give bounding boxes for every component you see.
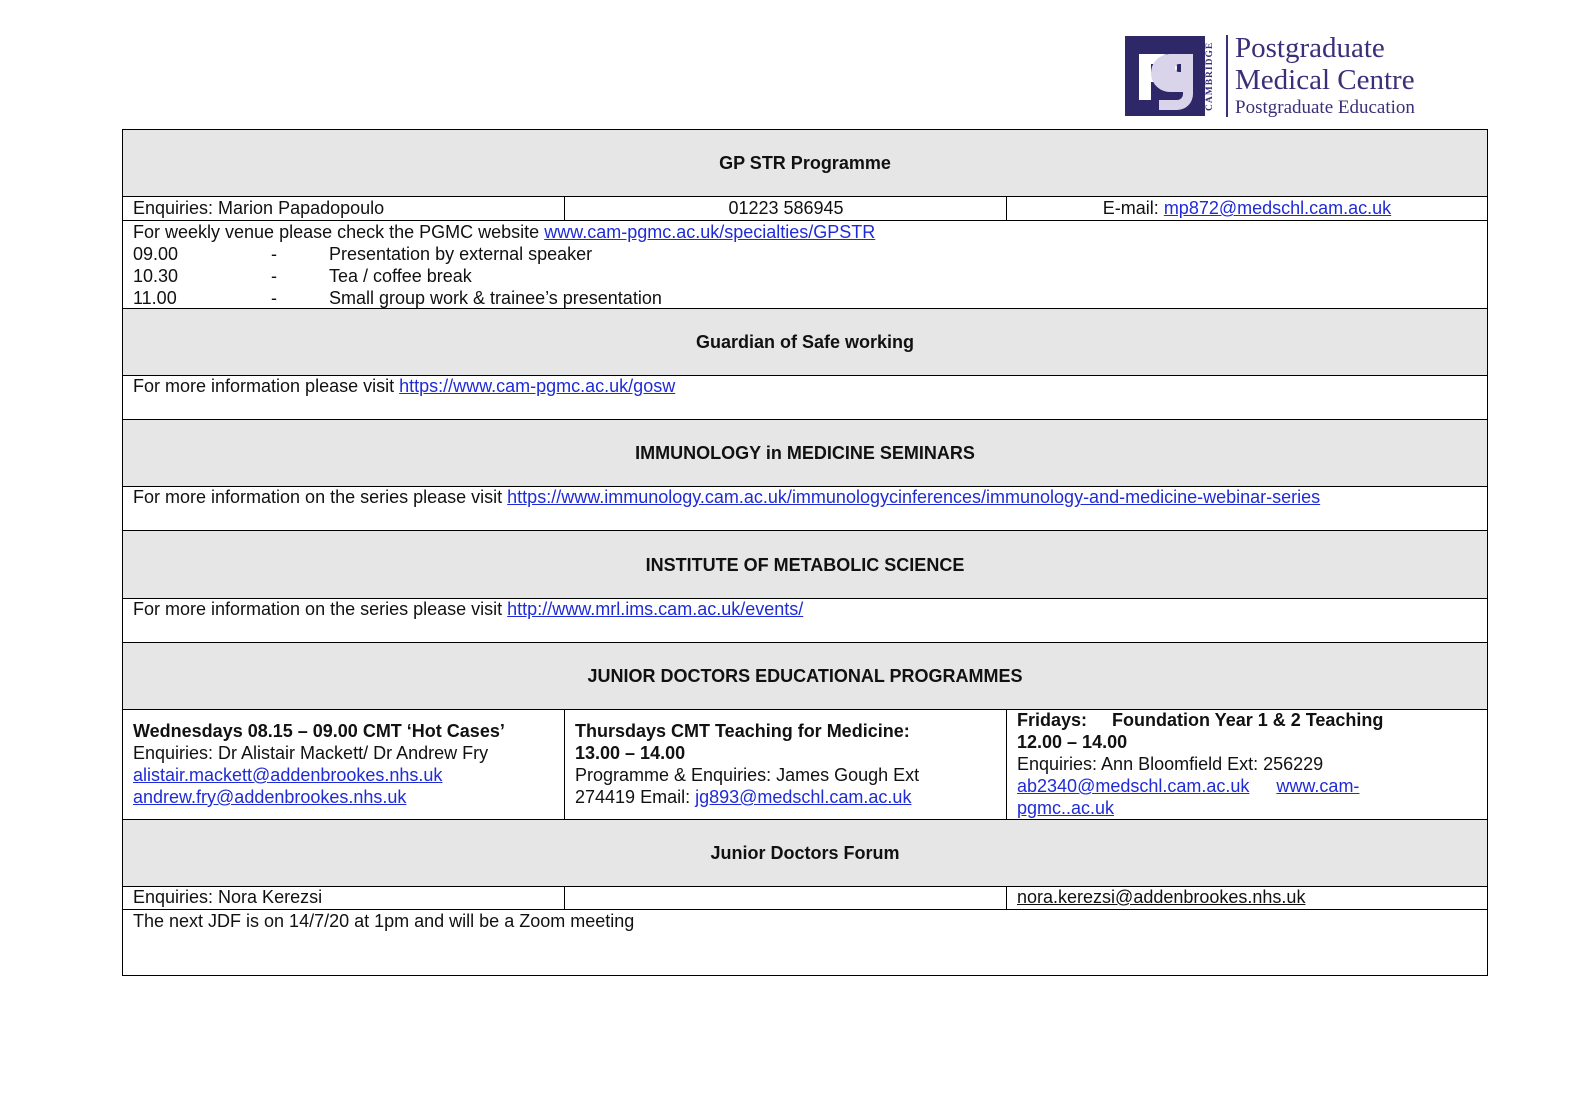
logo-subtitle: Postgraduate Education: [1235, 97, 1415, 118]
guardian-title: Guardian of Safe working: [695, 332, 915, 352]
wednesday-email-1[interactable]: alistair.mackett@addenbrookes.nhs.uk: [133, 765, 443, 785]
forum-contact-row: [123, 886, 1487, 910]
forum-header: [123, 819, 1487, 887]
forum-email[interactable]: nora.kerezsi@addenbrookes.nhs.uk: [1017, 887, 1306, 907]
schedule-time: 11.00: [133, 288, 177, 308]
thursday-cell: [565, 709, 1007, 819]
immunology-header: [123, 419, 1487, 487]
friday-time: 12.00 – 14.00: [1017, 732, 1128, 752]
forum-email-cell: [1007, 886, 1487, 909]
wednesday-heading: Wednesdays 08.15 – 09.00 CMT ‘Hot Cases’: [133, 721, 505, 741]
gp-str-email-label: E-mail:: [1102, 198, 1164, 218]
wednesday-enquiries: Enquiries: Dr Alistair Mackett/ Dr Andrew Fry: [133, 743, 489, 763]
immunology-info: [123, 486, 1487, 529]
guardian-text: For more information please visit: [133, 376, 400, 396]
forum-empty-cell: [565, 886, 1007, 909]
friday-enquiries: Enquiries: Ann Bloomfield Ext: 256229: [1017, 754, 1324, 774]
gp-str-venue-text: For weekly venue please check the PGMC website: [133, 222, 545, 242]
guardian-header: [123, 308, 1487, 376]
forum-note: The next JDF is on 14/7/20 at 1pm and will be a Zoom meeting: [133, 911, 635, 931]
schedule-row: [133, 243, 1477, 265]
gp-str-email-cell: [1007, 197, 1487, 220]
logo-title-line2: Medical Centre: [1235, 64, 1415, 96]
schedule-dash: -: [271, 244, 277, 264]
programme-table: [122, 129, 1488, 976]
gp-str-details: [123, 221, 1487, 309]
schedule-row: [133, 265, 1477, 287]
schedule-time: 10.30: [133, 266, 179, 286]
pgmc-monogram-icon: [1125, 36, 1205, 116]
gp-str-enquiries: Enquiries: Marion Papadopoulo: [133, 198, 385, 218]
gp-str-venue-line: [133, 221, 1477, 243]
wednesday-email-2[interactable]: andrew.fry@addenbrookes.nhs.uk: [133, 787, 407, 807]
forum-title: Junior Doctors Forum: [710, 843, 900, 863]
thursday-email[interactable]: jg893@medschl.cam.ac.uk: [695, 787, 912, 807]
schedule-dash: -: [271, 266, 277, 286]
metabolic-header: [123, 530, 1487, 599]
schedule-time: 09.00: [133, 244, 179, 264]
metabolic-link[interactable]: http://www.mrl.ims.cam.ac.uk/events/: [507, 599, 804, 619]
gp-str-contact-row: [123, 197, 1487, 221]
thursday-line1: Programme & Enquiries: James Gough Ext: [575, 765, 920, 785]
logo-title-line1: Postgraduate: [1235, 32, 1385, 64]
forum-note-row: [123, 910, 1487, 975]
gp-str-email-link[interactable]: mp872@medschl.cam.ac.uk: [1163, 198, 1392, 218]
gp-str-venue-link[interactable]: www.cam-pgmc.ac.uk/specialties/GPSTR: [544, 222, 876, 242]
guardian-info: [123, 375, 1487, 418]
friday-web-link[interactable]: www.cam-: [1276, 776, 1360, 796]
metabolic-title: INSTITUTE OF METABOLIC SCIENCE: [645, 554, 965, 575]
schedule-dash: -: [271, 288, 277, 308]
gp-str-header: [123, 130, 1487, 197]
junior-programmes-header: [123, 642, 1487, 710]
junior-programmes-title: JUNIOR DOCTORS EDUCATIONAL PROGRAMMES: [587, 666, 1023, 686]
friday-web-link-cont[interactable]: pgmc..ac.uk: [1017, 798, 1115, 818]
thursday-time: 13.00 – 14.00: [575, 743, 686, 763]
pgmc-logo: [1125, 33, 1455, 118]
thursday-line2-wrap: [575, 786, 997, 808]
schedule-desc: Presentation by external speaker: [329, 244, 593, 264]
metabolic-text: For more information on the series please visit: [133, 599, 508, 619]
friday-heading: Fridays: Foundation Year 1 & 2 Teaching: [1017, 710, 1384, 730]
friday-email[interactable]: ab2340@medschl.cam.ac.uk: [1017, 776, 1250, 796]
logo-divider: [1226, 35, 1228, 117]
gp-str-title: GP STR Programme: [719, 153, 891, 173]
logo-cambridge-text: CAMBRIDGE: [1205, 41, 1215, 111]
schedule-row: [133, 287, 1477, 309]
metabolic-info: [123, 598, 1487, 641]
forum-enquiries: Enquiries: Nora Kerezsi: [133, 887, 323, 907]
schedule-desc: Small group work & trainee’s presentation: [329, 288, 662, 308]
thursday-line2: 274419 Email:: [575, 787, 696, 807]
wednesday-cell: [123, 709, 565, 819]
thursday-heading: Thursdays CMT Teaching for Medicine:: [575, 721, 910, 741]
immunology-title: IMMUNOLOGY in MEDICINE SEMINARS: [635, 443, 975, 463]
friday-cell: [1007, 709, 1487, 819]
schedule-desc: Tea / coffee break: [329, 266, 472, 286]
immunology-link[interactable]: https://www.immunology.cam.ac.uk/immunologycinferences/immunology-and-medicine-webinar-series: [507, 487, 1321, 507]
immunology-text: For more information on the series please visit: [133, 487, 508, 507]
junior-programmes-row: [123, 709, 1487, 819]
gp-str-phone: 01223 586945: [728, 198, 844, 218]
guardian-link[interactable]: https://www.cam-pgmc.ac.uk/gosw: [399, 376, 676, 396]
